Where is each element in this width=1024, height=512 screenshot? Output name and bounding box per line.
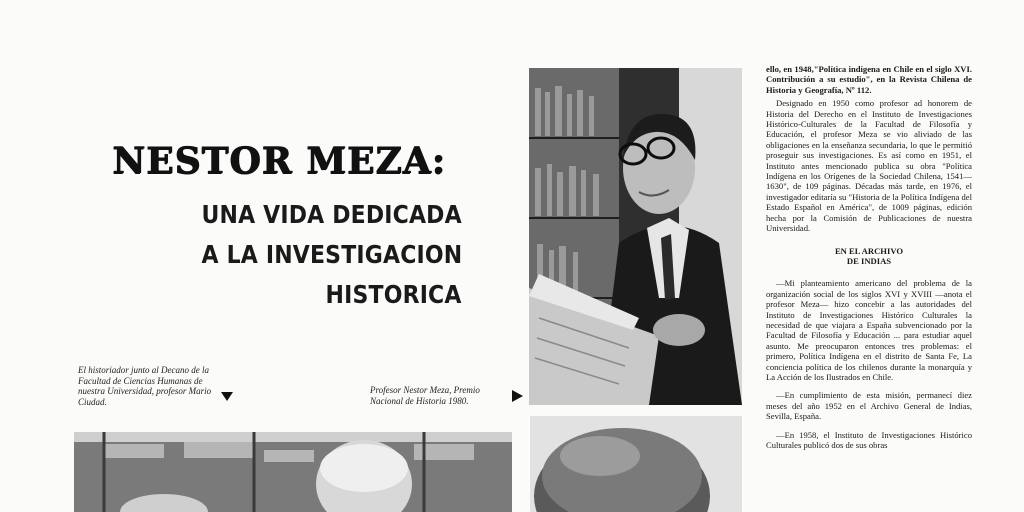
article-paragraph: —Mi planteamiento americano del problema de la organización social de los siglos XVI y XVIII —anota el profesor Meza— hizo concebir a las autoridades del Instituto de Investigaciones Histórico Culturales la necesidad de que viajara a España subvencionado por la Facultad de Filosofía y Educación ... para estudiar aquel asunto. Me preocuparon entonces tres problemas: el primero, Política Indígena en el distrito de Santa Fe, La conciencia política de los chilenos durante la monarquía y La Acción de los Ilustrados en Chile. — [766, 278, 972, 382]
portrait-photo — [529, 68, 742, 405]
caption-arrow-right-icon — [512, 390, 523, 402]
article-title: NESTOR MEZA: — [112, 140, 446, 182]
article-paragraph: ello, en 1948,"Política indígena en Chile en el siglo XVI. Contribución a su estudio", en la Revista Chilena de Historia y Geografía, Nº 112. — [766, 64, 972, 95]
section-heading-line-1: EN EL ARCHIVO — [834, 245, 904, 256]
caption-bottom-photo: El historiador junto al Decano de la Facultad de Ciencias Humanas de nuestra Universidad, profesor Mario Ciudad. — [78, 365, 212, 407]
section-heading-line-2: DE INDIAS — [846, 255, 892, 266]
article-subtitle-line-3: HISTORICA — [325, 280, 462, 309]
article-paragraph: —En 1958, el Instituto de Investigaciones Histórico Culturales publicó dos de sus obras — [766, 429, 972, 450]
article-subtitle-line-1: UNA VIDA DEDICADA — [201, 200, 462, 229]
bottom-portrait-photo — [530, 416, 742, 512]
bottom-group-photo — [74, 432, 512, 512]
article-body-column — [766, 64, 972, 512]
article-paragraph: —En cumplimiento de esta misión, permanecí diez meses del año 1952 en el Archivo General de Indias, Sevilla, España. — [766, 390, 972, 422]
caption-portrait-photo: Profesor Nestor Meza, Premio Nacional de Historia 1980. — [370, 385, 480, 406]
caption-arrow-down-icon — [221, 392, 233, 401]
section-heading — [766, 246, 972, 267]
article-subtitle-line-2: A LA INVESTIGACION — [201, 240, 462, 269]
article-paragraph: Designado en 1950 como profesor ad honorem de Historia del Derecho en el Instituto de Investigaciones Histórico-Culturales de la Facultad de Filosofía y Educación, el profesor Meza se vio aliviado de las obligaciones en la enseñanza secundaria, lo que le permitió proseguir sus investigaciones. Es así como en 1951, el Instituto antes mencionado publica su obra "Política Indígena en los Orígenes de la Sociedad Chilena, 1541—1630", de 109 páginas. Décadas más tarde, en 1976, el investigador editaría su "Historia de la Política Indígena del Estado Español en América", de 1009 páginas, edición hecha por la Comisión de Publicaciones de nuestra Universidad. — [766, 98, 972, 234]
